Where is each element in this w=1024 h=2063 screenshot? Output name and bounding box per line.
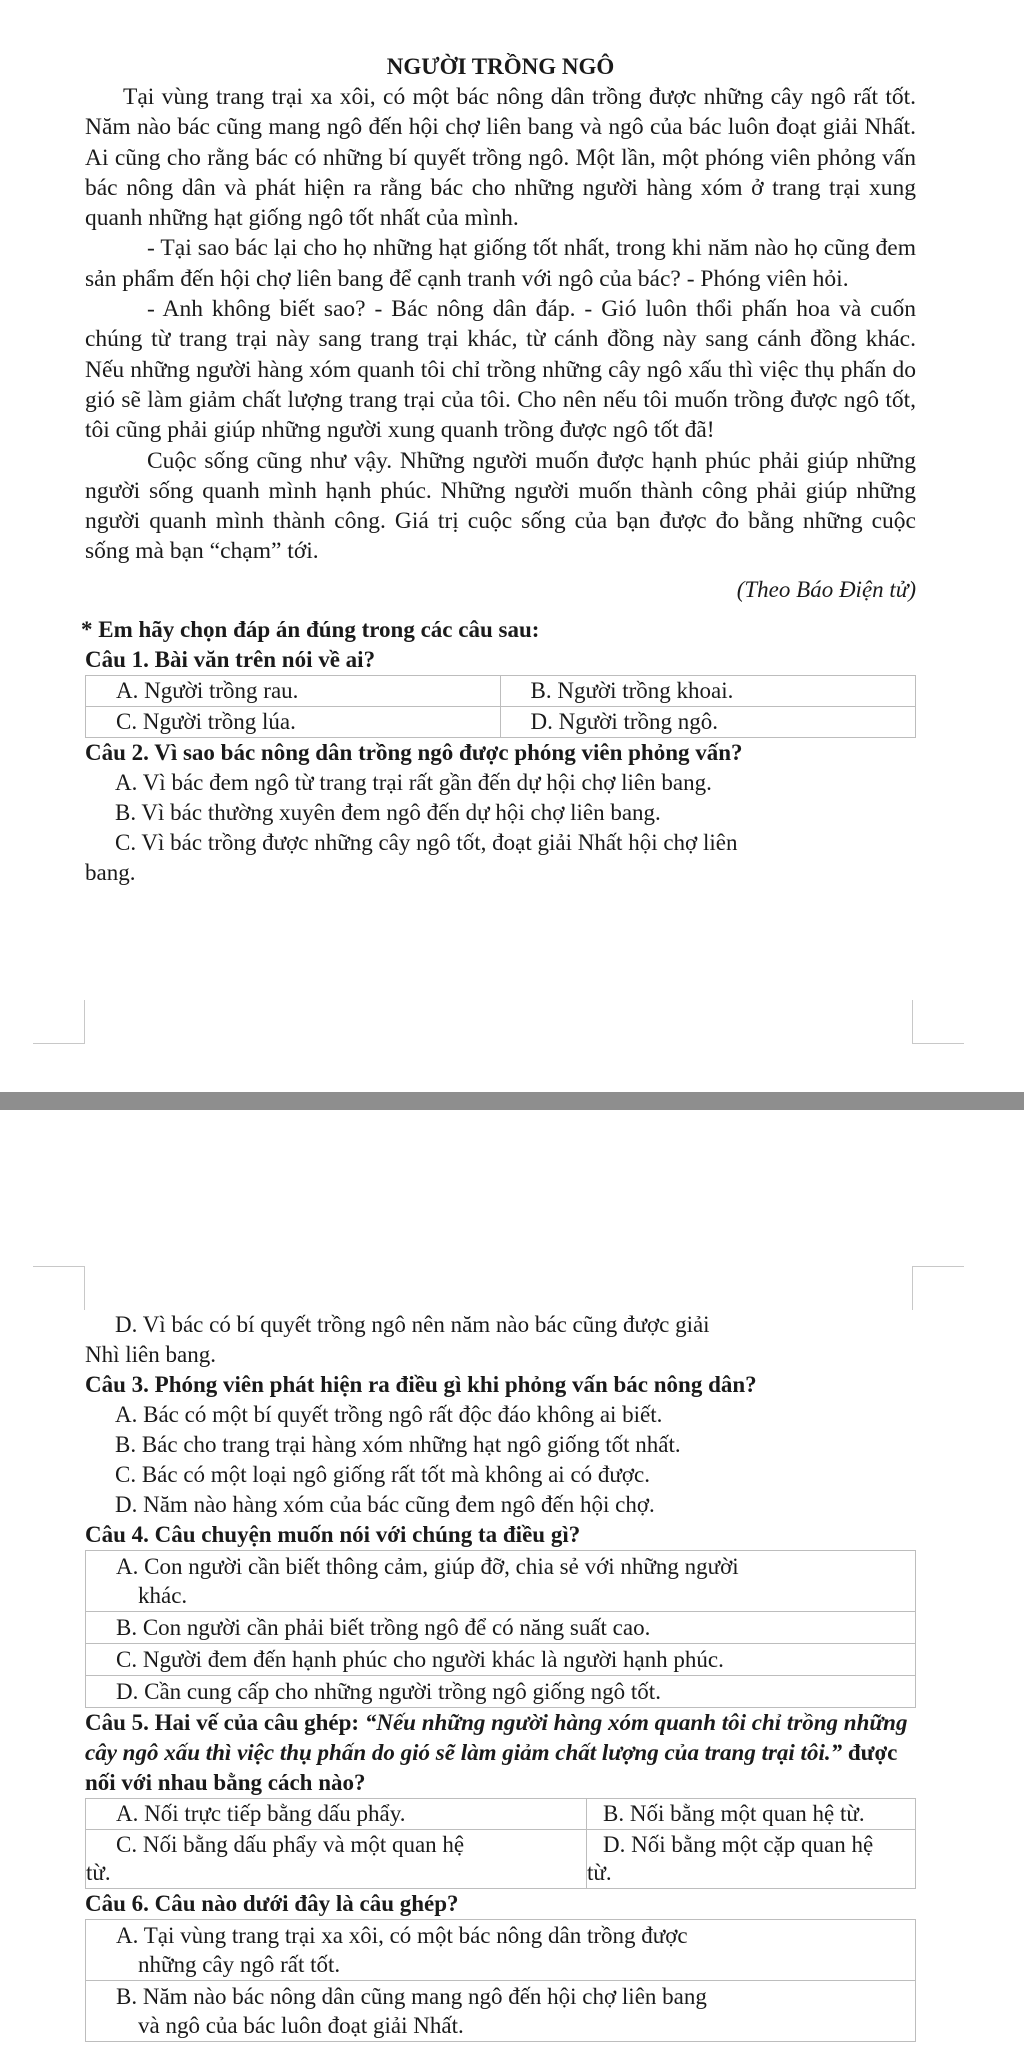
question-6-options — [85, 1919, 916, 2042]
q4-option-a-line-1: A. Con người cần biết thông cảm, giúp đỡ, chia sẻ với những người — [116, 1554, 739, 1579]
q2-option-d-line-1: D. Vì bác có bí quyết trồng ngô nên năm nào bác cũng được giải — [115, 1312, 710, 1337]
q5-option-d-line-2: từ. — [587, 1860, 612, 1885]
q1-option-a: A. Người trồng rau. — [86, 676, 501, 707]
page-corner-mark — [33, 1266, 85, 1310]
q4-option-b: B. Con người cần phải biết trồng ngô để có năng suất cao. — [86, 1612, 915, 1644]
q5-tail: được nối với nhau bằng cách nào? — [85, 1740, 898, 1795]
story-paragraph-2: - Tại sao bác lại cho họ những hạt giống tốt nhất, trong khi năm nào họ cũng đem sản phẩm đến hội chợ liên bang để cạnh tranh với ngô của bác? - Phóng viên hỏi. — [85, 235, 916, 292]
source-citation: (Theo Báo Điện tử) — [736, 576, 916, 602]
q1-option-c: C. Người trồng lúa. — [86, 707, 501, 737]
page-corner-mark — [912, 1266, 964, 1310]
q5-option-c-line-2: từ. — [86, 1860, 111, 1885]
question-4-options — [85, 1550, 916, 1708]
q4-option-c: C. Người đem đến hạnh phúc cho người khác là người hạnh phúc. — [86, 1644, 915, 1676]
q1-option-d: D. Người trồng ngô. — [530, 708, 719, 734]
q2-option-d-line-2: Nhì liên bang. — [85, 1342, 216, 1367]
q2-option-c-line-1: C. Vì bác trồng được những cây ngô tốt, đoạt giải Nhất hội chợ liên — [115, 829, 738, 855]
q4-option-a — [86, 1551, 915, 1612]
q2-option-a: A. Vì bác đem ngô từ trang trại rất gần đến dự hội chợ liên bang. — [115, 769, 712, 795]
story-paragraph-4: Cuộc sống cũng như vậy. Những người muốn được hạnh phúc phải giúp những người sống quanh mình hạnh phúc. Những người muốn thành công phải giúp những người quanh mình thành công. Giá trị cuộc sống của bạn được đo bằng những cuộc sống mà bạn “chạm” tới. — [85, 447, 916, 565]
q5-option-a: A. Nối trực tiếp bằng dấu phẩy. — [86, 1799, 586, 1830]
page-corner-mark — [912, 1000, 964, 1044]
page-separator — [0, 1092, 1024, 1110]
q4-option-a-line-2: khác. — [138, 1583, 188, 1608]
q5-lead: Câu 5. Hai vế của câu ghép: — [85, 1710, 365, 1735]
question-6: Câu 6. Câu nào dưới đây là câu ghép? — [85, 1891, 459, 1916]
q6-option-a-line-1: A. Tại vùng trang trại xa xôi, có một bác nông dân trồng được — [116, 1923, 688, 1948]
instruction-text: * Em hãy chọn đáp án đúng trong các câu sau: — [81, 616, 540, 642]
q6-option-a — [86, 1920, 915, 1981]
question-1-options — [85, 675, 916, 738]
story-paragraph-1: Tại vùng trang trại xa xôi, có một bác nông dân trồng được những cây ngô rất tốt. Năm nào bác cũng mang ngô đến hội chợ liên bang và ngô của bác luôn đoạt giải Nhất. Ai cũng cho rằng bác có những bí quyết trồng ngô. Một lần, một phóng viên phỏng vấn bác nông dân và phát hiện ra rằng bác cho những người hàng xóm ở trang trại xung quanh những hạt giống ngô tốt nhất của mình. — [85, 84, 916, 232]
story-title: NGƯỜI TRỒNG NGÔ — [386, 54, 615, 79]
q1-option-b: B. Người trồng khoai. — [501, 676, 916, 707]
q4-option-d: D. Cần cung cấp cho những người trồng ngô giống ngô tốt. — [116, 1679, 661, 1704]
question-3: Câu 3. Phóng viên phát hiện ra điều gì khi phỏng vấn bác nông dân? — [85, 1372, 757, 1397]
q6-option-b-line-2: và ngô của bác luôn đoạt giải Nhất. — [138, 2013, 464, 2038]
question-4: Câu 4. Câu chuyện muốn nói với chúng ta điều gì? — [85, 1522, 581, 1547]
q5-option-d — [586, 1830, 915, 1888]
q5-option-d-line-1: D. Nối bằng một cặp quan hệ — [603, 1832, 874, 1857]
q3-option-b: B. Bác cho trang trại hàng xóm những hạt ngô giống tốt nhất. — [115, 1432, 681, 1457]
q3-option-d: D. Năm nào hàng xóm của bác cũng đem ngô đến hội chợ. — [115, 1492, 655, 1517]
q3-option-c: C. Bác có một loại ngô giống rất tốt mà không ai có được. — [115, 1462, 650, 1487]
q6-option-a-line-2: những cây ngô rất tốt. — [138, 1952, 341, 1977]
q3-option-a: A. Bác có một bí quyết trồng ngô rất độc đáo không ai biết. — [115, 1402, 663, 1427]
q5-quote: “Nếu những người hàng xóm quanh tôi chỉ trồng những cây ngô xấu thì việc thụ phấn do gió sẽ làm giảm chất lượng của trang trại tôi.” — [85, 1710, 908, 1765]
page-corner-mark — [33, 1000, 85, 1044]
question-5 — [85, 1708, 916, 1798]
q5-option-c-line-1: C. Nối bằng dấu phẩy và một quan hệ — [116, 1832, 465, 1857]
page-gap — [0, 1110, 1024, 1310]
q6-option-b-line-1: B. Năm nào bác nông dân cũng mang ngô đến hội chợ liên bang — [116, 1984, 707, 2009]
question-1: Câu 1. Bài văn trên nói về ai? — [85, 646, 376, 672]
document-page-2 — [0, 1310, 1024, 2063]
q2-option-b: B. Vì bác thường xuyên đem ngô đến dự hội chợ liên bang. — [115, 799, 661, 825]
q6-option-b — [86, 1981, 915, 2041]
question-2: Câu 2. Vì sao bác nông dân trồng ngô được phóng viên phỏng vấn? — [85, 739, 743, 765]
q5-option-c — [86, 1830, 586, 1888]
q2-option-c-line-2: bang. — [85, 859, 136, 885]
question-5-options — [85, 1798, 916, 1889]
story-paragraph-3: - Anh không biết sao? - Bác nông dân đáp. - Gió luôn thổi phấn hoa và cuốn chúng từ trang trại này sang trang trại khác, từ cánh đồng này sang cánh đồng khác. Nếu những người hàng xóm quanh tôi chỉ trồng những cây ngô xấu thì việc thụ phấn do gió sẽ làm giảm chất lượng trang trại của tôi. Cho nên nếu tôi muốn trồng được ngô tốt, tôi cũng phải giúp những người xung quanh trồng được ngô tốt đã! — [85, 296, 916, 444]
q5-option-b: B. Nối bằng một quan hệ từ. — [586, 1799, 915, 1830]
